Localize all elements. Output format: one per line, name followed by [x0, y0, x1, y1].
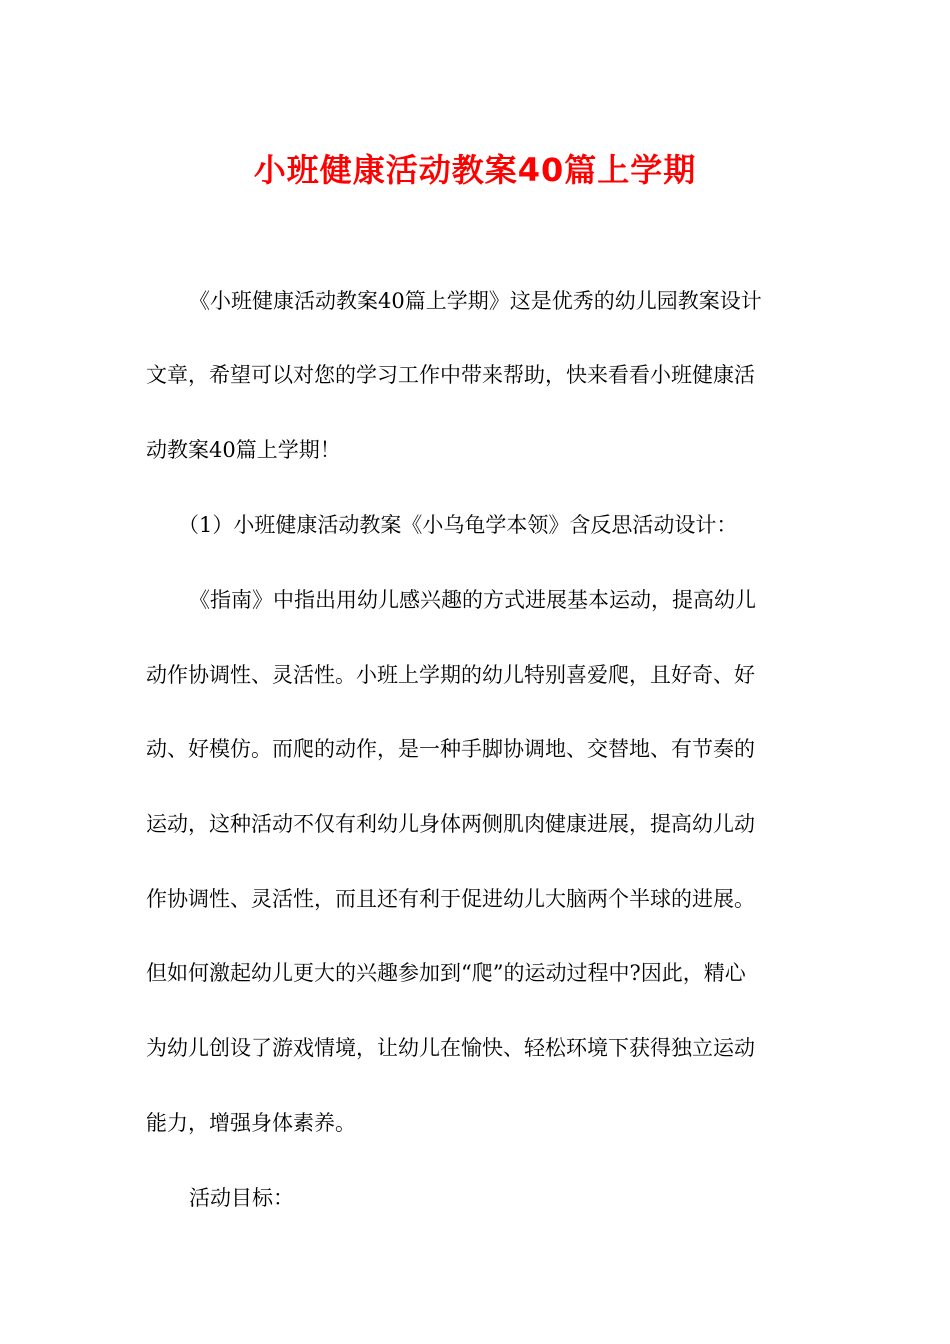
- paragraph-line-7: 动、好模仿。而爬的动作，是一种手脚协调地、交替地、有节奏的: [146, 737, 755, 761]
- section-heading-objectives: 活动目标：: [189, 1186, 294, 1210]
- paragraph-line-9: 作协调性、灵活性，而且还有利于促进幼儿大脑两个半球的进展。: [146, 887, 755, 911]
- paragraph-line-2: 文章，希望可以对您的学习工作中带来帮助，快来看看小班健康活: [146, 363, 755, 387]
- paragraph-line-8: 运动，这种活动不仅有利幼儿身体两侧肌肉健康进展，提高幼儿动: [146, 812, 755, 836]
- paragraph-line-1: 《小班健康活动教案40篇上学期》这是优秀的幼儿园教案设计: [189, 289, 762, 313]
- paragraph-line-10: 但如何激起幼儿更大的兴趣参加到“爬”的运动过程中?因此，精心: [146, 961, 746, 985]
- paragraph-line-12: 能力，增强身体素养。: [146, 1111, 356, 1135]
- paragraph-line-11: 为幼儿创设了游戏情境，让幼儿在愉快、轻松环境下获得独立运动: [146, 1036, 755, 1060]
- document-title: 小班健康活动教案40篇上学期: [253, 151, 697, 189]
- paragraph-line-4: （1）小班健康活动教案《小乌龟学本领》含反思活动设计：: [178, 513, 738, 537]
- paragraph-line-3: 动教案40篇上学期！: [146, 438, 341, 462]
- paragraph-line-5: 《指南》中指出用幼儿感兴趣的方式进展基本运动，提高幼儿: [189, 588, 756, 612]
- paragraph-line-6: 动作协调性、灵活性。小班上学期的幼儿特别喜爱爬，且好奇、好: [146, 663, 755, 687]
